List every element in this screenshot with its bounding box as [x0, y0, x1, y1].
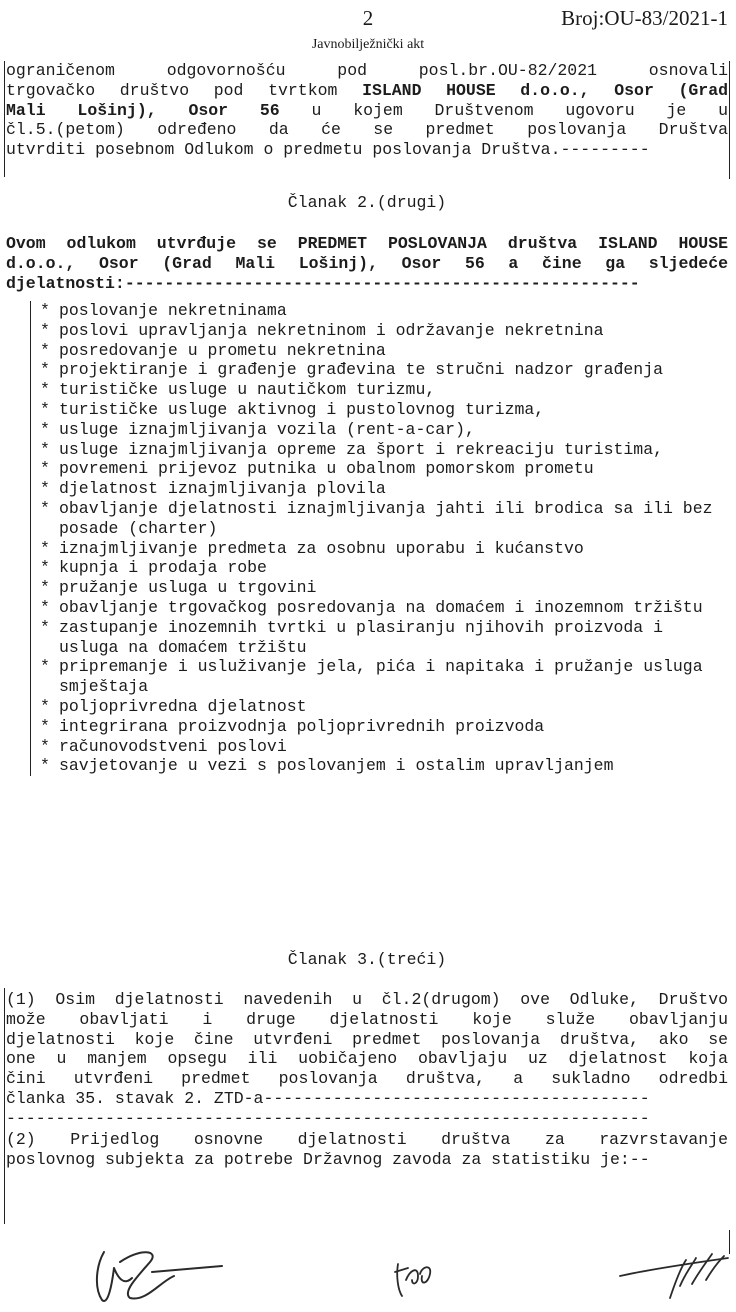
bullet-icon: * [40, 439, 50, 459]
text-line: može obavljati i druge djelatnosti koje služe obavljanju [6, 1009, 728, 1029]
activity-text: integrirana proizvodnja poljoprivrednih proizvoda [59, 716, 545, 736]
bullet-icon: * [40, 320, 50, 340]
activity-text: obavljanje trgovačkog posredovanja na domaćem i inozemnom tržištu [59, 597, 703, 617]
activity-text: savjetovanje u vezi s poslovanjem i ostalim upravljanjem [59, 756, 614, 776]
activity-text: projektiranje i građenje građevina te stručni nadzor građenja [59, 360, 663, 380]
list-item [31, 697, 731, 717]
bullet-icon: * [40, 597, 50, 617]
bullet-icon: * [40, 399, 50, 419]
list-item [31, 737, 731, 757]
bullet-icon: * [40, 459, 50, 479]
activity-text: iznajmljivanje predmeta za osobnu uporabu i kućanstvo [59, 538, 584, 558]
margin-line [4, 61, 5, 177]
activity-text: posredovanje u prometu nekretnina [59, 340, 386, 360]
list-item [31, 341, 731, 361]
text-line: čini utvrđeni predmet poslovanja društva, a sukladno odredbi [6, 1069, 728, 1089]
text-line: trgovačko društvo pod tvrtkom ISLAND HOUSE d.o.o., Osor (Grad [6, 80, 728, 100]
bullet-icon: * [40, 538, 50, 558]
intro-paragraph [6, 61, 728, 160]
activity-text: zastupanje inozemnih tvrtki u plasiranju njihovih proizvoda i usluga na domaćem tržištu [59, 617, 663, 657]
list-item [31, 321, 731, 341]
text-line: članka 35. stavak 2. ZTD-a--------------------------------------- [6, 1088, 650, 1108]
bullet-icon: * [40, 657, 50, 677]
bullet-icon: * [40, 380, 50, 400]
margin-line [729, 61, 730, 179]
activity-text: povremeni prijevoz putnika u obalnom pomorskom prometu [59, 459, 594, 479]
text-line: utvrditi posebnom Odlukom o predmetu poslovanja Društva.--------- [6, 140, 650, 160]
activity-list [30, 301, 731, 776]
activity-text: turističke usluge u nautičkom turizmu, [59, 380, 436, 400]
text-line: d.o.o., Osor (Grad Mali Lošinj), Osor 56 a čine ga sljedeće [6, 253, 728, 273]
article-2-heading: Članak 2.(drugi) [287, 193, 447, 212]
text-line: (1) Osim djelatnosti navedenih u čl.2(drugom) ove Odluke, Društvo [6, 990, 728, 1009]
article-3-paragraph-2 [6, 1130, 728, 1170]
list-item [31, 558, 731, 578]
signature-2 [392, 1250, 438, 1302]
list-item [31, 380, 731, 400]
article-3-paragraph-1 [6, 990, 728, 1129]
activity-text: poslovi upravljanja nekretninom i održavanje nekretnina [59, 320, 604, 340]
text-line: Ovom odlukom utvrđuje se PREDMET POSLOVANJA društva ISLAND HOUSE [6, 234, 728, 253]
signature-1 [90, 1232, 230, 1310]
list-item [31, 459, 731, 479]
bullet-icon: * [40, 578, 50, 598]
activity-text: pružanje usluga u trgovini [59, 578, 317, 598]
bullet-icon: * [40, 498, 50, 518]
list-item [31, 598, 731, 618]
text-line: (2) Prijedlog osnovne djelatnosti društva za razvrstavanje [6, 1130, 728, 1149]
text-line: poslovnog subjekta za potrebe Državnog zavoda za statistiku je:-- [6, 1149, 650, 1169]
bullet-icon: * [40, 617, 50, 637]
activity-text: računovodstveni poslovi [59, 736, 287, 756]
document-reference: Broj:OU-83/2021-1 [561, 6, 728, 30]
bullet-icon: * [40, 716, 50, 736]
text-line: Mali Lošinj), Osor 56 u kojem Društvenom ugovoru je u [6, 100, 728, 120]
margin-line [4, 988, 5, 1224]
activity-text: usluge iznajmljivanja opreme za šport i rekreaciju turistima, [59, 439, 663, 459]
bullet-icon: * [40, 340, 50, 360]
bullet-icon: * [40, 301, 50, 320]
text-line: čl.5.(petom) određeno da će se predmet poslovanja Društva [6, 120, 728, 140]
bullet-icon: * [40, 479, 50, 499]
document-type: Javnobilježnički akt [311, 37, 425, 52]
bullet-icon: * [40, 419, 50, 439]
activity-text: pripremanje i usluživanje jela, pića i napitaka i pružanje usluga smještaja [59, 657, 703, 697]
list-item [31, 539, 731, 559]
list-item [31, 499, 731, 539]
list-item [31, 717, 731, 737]
list-item [31, 618, 731, 658]
list-item [31, 657, 731, 697]
activity-text: poslovanje nekretninama [59, 301, 287, 320]
activity-text: turističke usluge aktivnog i pustolovnog turizma, [59, 399, 545, 419]
list-item [31, 360, 731, 380]
text-line: one u manjem opsegu ili uobičajeno obavljaju uz djelatnost koja [6, 1049, 728, 1069]
list-item [31, 301, 731, 321]
signature-3 [616, 1240, 734, 1306]
list-item [31, 440, 731, 460]
activity-text: djelatnost iznajmljivanja plovila [59, 479, 386, 499]
list-item [31, 479, 731, 499]
page-number: 2 [362, 6, 374, 30]
bullet-icon: * [40, 360, 50, 380]
activity-text: kupnja i prodaja robe [59, 558, 267, 578]
list-item [31, 756, 731, 776]
bullet-icon: * [40, 696, 50, 716]
bullet-icon: * [40, 736, 50, 756]
text-line: djelatnosti:---------------------------------------------------- [6, 273, 640, 293]
text-line: ograničenom odgovornošću pod posl.br.OU-82/2021 osnovali [6, 61, 728, 80]
activity-text: usluge iznajmljivanja vozila (rent-a-car), [59, 419, 475, 439]
text-line: ----------------------------------------------------------------- [6, 1108, 650, 1128]
list-item [31, 420, 731, 440]
bullet-icon: * [40, 756, 50, 776]
activity-text: obavljanje djelatnosti iznajmljivanja jahti ili brodica sa ili bez posade (charter) [59, 498, 713, 538]
list-item [31, 578, 731, 598]
list-item [31, 400, 731, 420]
activity-text: poljoprivredna djelatnost [59, 696, 307, 716]
text-line: djelatnosti koje čine utvrđeni predmet poslovanja društva, ako se [6, 1029, 728, 1049]
article-2-lead [6, 234, 728, 293]
bullet-icon: * [40, 558, 50, 578]
article-3-heading: Članak 3.(treći) [287, 950, 447, 969]
